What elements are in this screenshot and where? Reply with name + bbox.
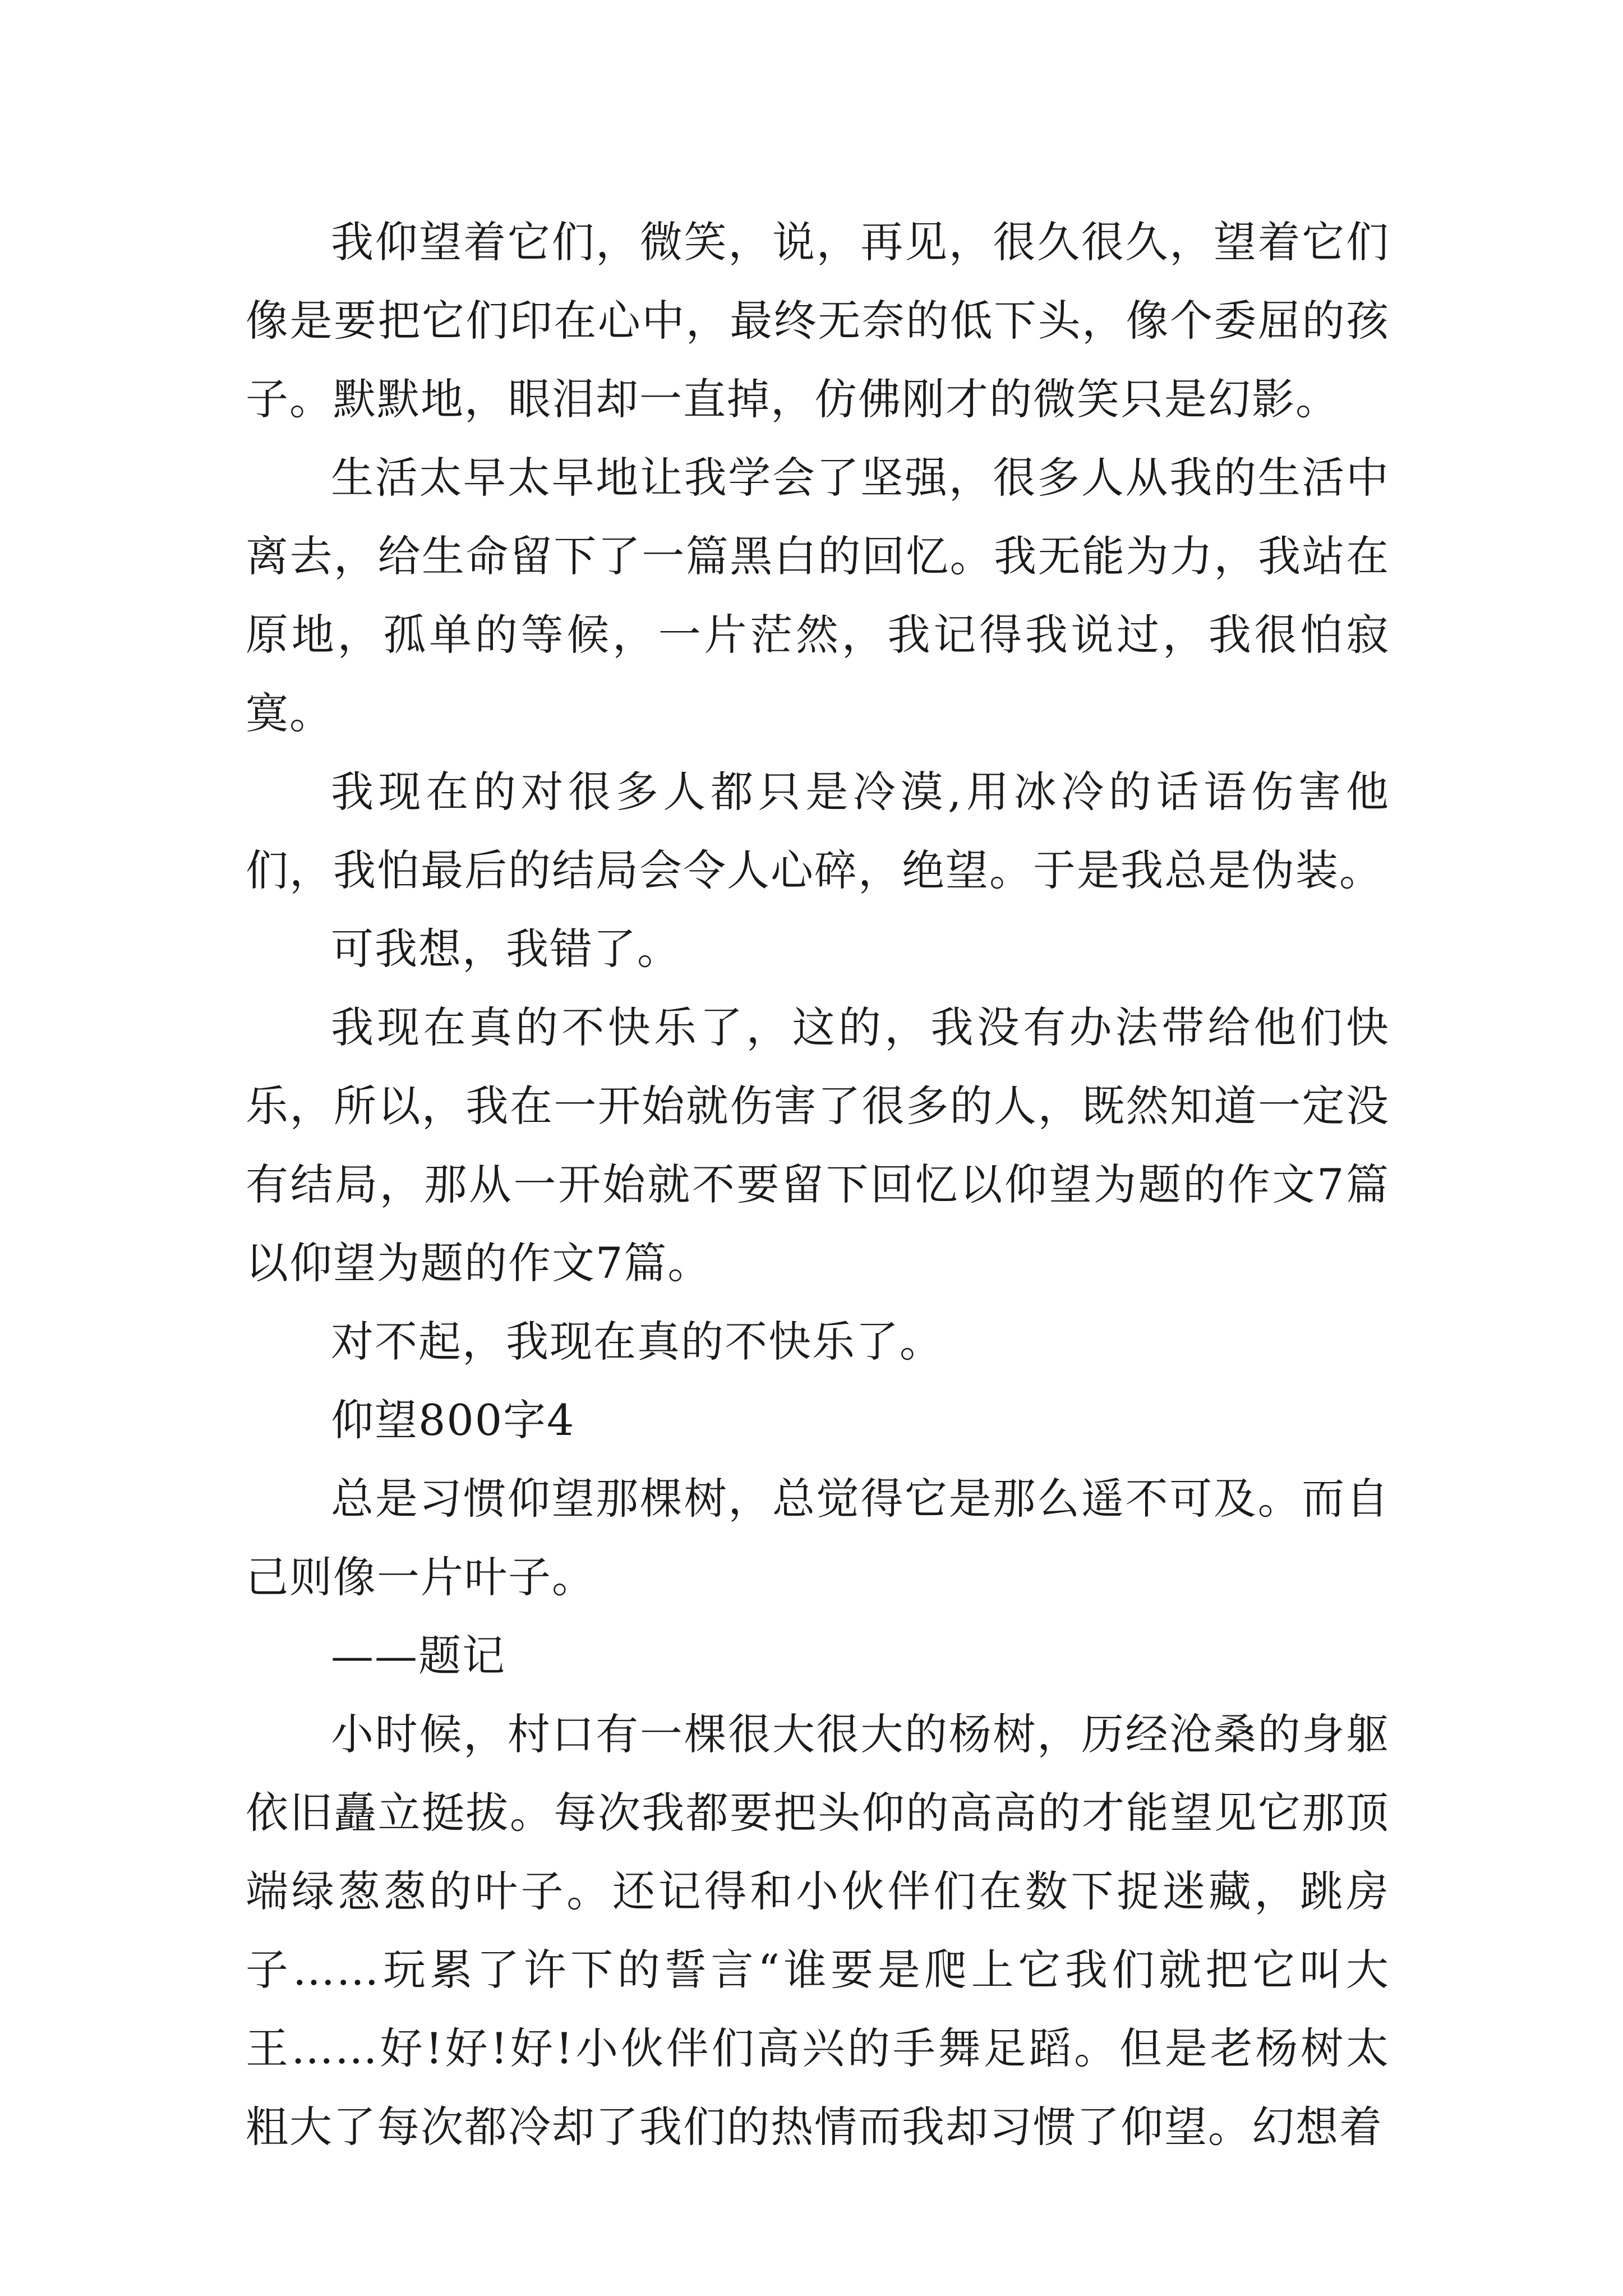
paragraph: 对不起，我现在真的不快乐了。 — [331, 1317, 943, 1366]
epigraph-attribution: ——题记 — [331, 1631, 506, 1681]
document-body — [246, 203, 1390, 2166]
paragraph: 总是习惯仰望那棵树，总觉得它是那么遥不可及。而自己则像一片叶子。 — [246, 1474, 1390, 1602]
paragraph: 我仰望着它们，微笑，说，再见，很久很久，望着它们像是要把它们印在心中，最终无奈的低下头，像个委屈的孩子。默默地，眼泪却一直掉，仿佛刚才的微笑只是幻影。 — [246, 217, 1390, 424]
paragraph: 生活太早太早地让我学会了坚强，很多人从我的生活中离去，给生命留下了一篇黑白的回忆。我无能为力，我站在原地，孤单的等候，一片茫然，我记得我说过，我很怕寂寞。 — [246, 453, 1390, 738]
paragraph: 我现在真的不快乐了，这的，我没有办法带给他们快乐，所以，我在一开始就伤害了很多的人，既然知道一定没有结局，那从一开始就不要留下回忆以仰望为题的作文7篇以仰望为题的作文7篇。 — [246, 1002, 1390, 1288]
paragraph: 我现在的对很多人都只是冷漠,用冰冷的话语伤害他们，我怕最后的结局会令人心碎，绝望。于是我总是伪装。 — [246, 767, 1390, 895]
section-heading: 仰望800字4 — [331, 1395, 575, 1445]
paragraph: 可我想，我错了。 — [331, 924, 681, 974]
paragraph: 小时候，村口有一棵很大很大的杨树，历经沧桑的身躯依旧矗立挺拔。每次我都要把头仰的高高的才能望见它那顶端绿葱葱的叶子。还记得和小伙伴们在数下捉迷藏，跳房子……玩累了许下的誓言“谁要是爬上它我们就把它叫大王……好!好!好!小伙伴们高兴的手舞足蹈。但是老杨树太粗大了每次都冷却了我们的热情而我却习惯了仰望。幻想着 — [246, 1709, 1390, 2152]
